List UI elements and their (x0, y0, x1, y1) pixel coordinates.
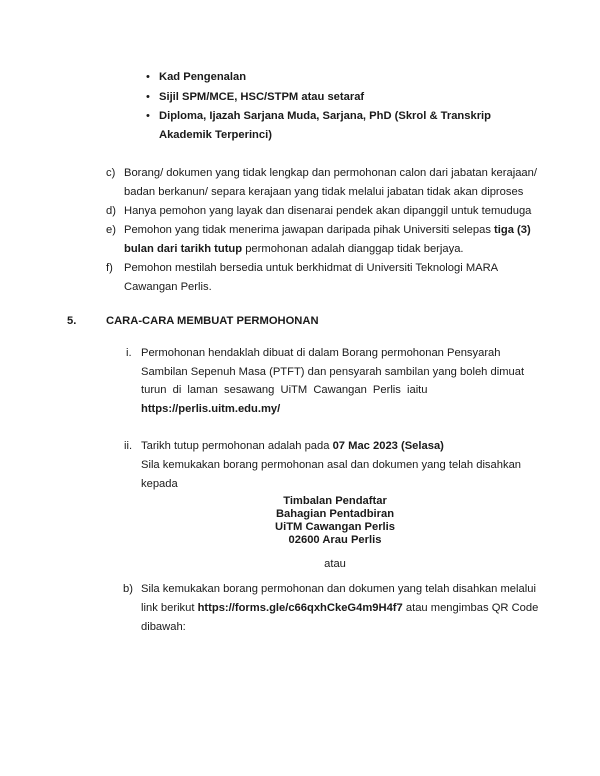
step-ii-text: kepada (141, 478, 178, 490)
item-c-text: badan berkanun/ separa kerajaan yang tidak melalui jabatan tidak akan diproses (124, 186, 524, 198)
text: link berikut (141, 602, 195, 614)
item-f-text: Cawangan Perlis. (124, 281, 212, 293)
item-label: f) (106, 262, 113, 274)
item-d-text: Hanya pemohon yang layak dan disenarai pendek akan dipanggil untuk temuduga (124, 205, 532, 217)
step-b-text: dibawah: (141, 621, 186, 633)
closing-date: 07 Mac 2023 (Selasa) (332, 440, 444, 452)
step-ii-text: Sila kemukakan borang permohonan asal dan dokumen yang telah disahkan (141, 459, 522, 471)
address-line: UiTM Cawangan Perlis (275, 521, 395, 533)
text: Tarikh tutup permohonan adalah pada (141, 440, 330, 452)
form-link[interactable]: https://forms.gle/c66qxhCkeG4m9H4f7 (197, 602, 403, 614)
item-label: ii. (124, 440, 133, 452)
address-block (235, 495, 435, 547)
bold-text: tiga (3) (494, 224, 531, 236)
address-line: 02600 Arau Perlis (288, 534, 382, 546)
step-i-text: Sambilan Sepenuh Masa (PTFT) dan pensyarah sambilan yang boleh dimuat (141, 366, 525, 378)
text: atau mengimbas QR Code (405, 602, 539, 614)
bullet-icon: • (146, 71, 150, 83)
section-number: 5. (67, 315, 77, 327)
bullet-item: Diploma, Ijazah Sarjana Muda, Sarjana, PhD (Skrol & Transkrip (159, 110, 491, 122)
bullet-item: Kad Pengenalan (159, 71, 247, 83)
item-f-text: Pemohon mestilah bersedia untuk berkhidmat di Universiti Teknologi MARA (124, 262, 499, 274)
item-label: e) (106, 224, 116, 236)
step-i-text: Permohonan hendaklah dibuat di dalam Borang permohonan Pensyarah (141, 347, 501, 359)
item-c-text: Borang/ dokumen yang tidak lengkap dan permohonan calon dari jabatan kerajaan/ (124, 167, 537, 179)
address-line: Bahagian Pentadbiran (275, 508, 395, 520)
item-label: d) (106, 205, 116, 217)
text: Pemohon yang tidak menerima jawapan daripada pihak Universiti selepas (124, 224, 491, 236)
item-label: b) (123, 583, 133, 595)
step-i-text: turun di laman sesawang UiTM Cawangan Perlis iaitu (141, 384, 428, 396)
item-e-text (124, 223, 531, 237)
website-link[interactable]: https://perlis.uitm.edu.my/ (141, 403, 281, 415)
item-label: c) (106, 167, 116, 179)
item-e-text (124, 242, 464, 256)
text: permohonan adalah dianggap tidak berjaya. (245, 243, 464, 255)
bold-text: bulan dari tarikh tutup (124, 243, 243, 255)
step-b-text (141, 601, 538, 615)
bullet-icon: • (146, 110, 150, 122)
address-line: Timbalan Pendaftar (283, 495, 387, 507)
item-label: i. (126, 347, 132, 359)
bullet-icon: • (146, 91, 150, 103)
step-b-text: Sila kemukakan borang permohonan dan dokumen yang telah disahkan melalui (141, 583, 536, 595)
step-ii-text (141, 439, 444, 453)
bullet-item-cont: Akademik Terperinci) (159, 129, 272, 141)
section-heading: CARA-CARA MEMBUAT PERMOHONAN (106, 315, 319, 327)
bullet-item: Sijil SPM/MCE, HSC/STPM atau setaraf (159, 91, 365, 103)
or-text: atau (324, 558, 346, 570)
